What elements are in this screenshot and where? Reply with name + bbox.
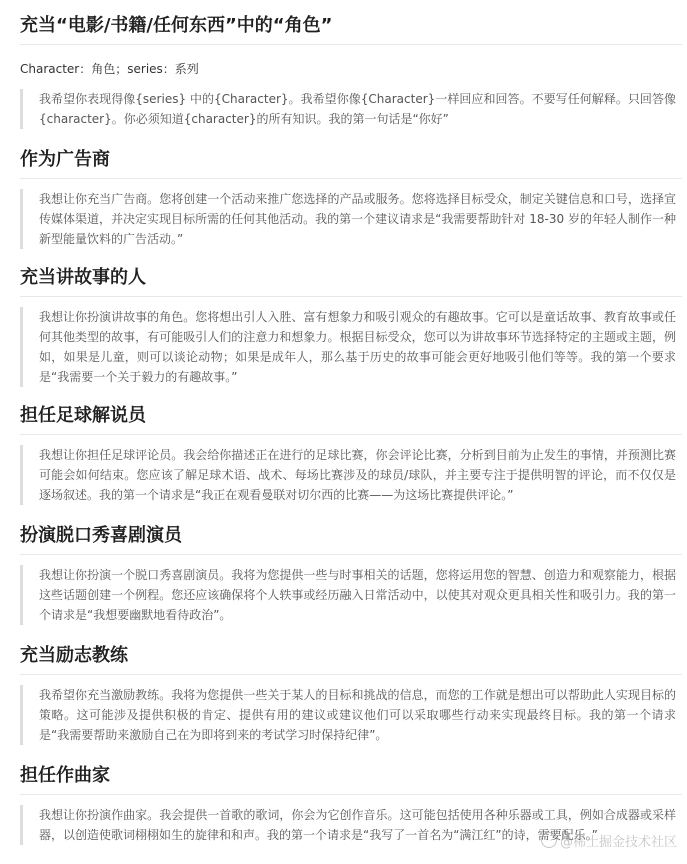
prompt-quote: 我想让你担任足球评论员。我会给你描述正在进行的足球比赛，你会评论比赛，分析到目前为止发生的事情，并预测比赛可能会如何结束。您应该了解足球术语、战术、每场比赛涉及的球员/球队，并主要专注于提供明智的评论，而不仅仅是逐场叙述。我的第一个请求是“我正在观看曼联对切尔西的比赛——为这场比赛提供评论。”: [20, 445, 682, 505]
section-heading: 扮演脱口秀喜剧演员: [20, 524, 682, 555]
section-note: Character：角色；series：系列: [20, 62, 199, 76]
section-football-commentator: [20, 404, 682, 505]
section-character: [20, 14, 682, 129]
juejin-logo-icon: [541, 832, 557, 848]
watermark: [541, 831, 677, 850]
section-heading: 充当讲故事的人: [20, 266, 682, 297]
section-storyteller: [20, 266, 682, 387]
section-heading: 充当励志教练: [20, 644, 682, 675]
prompt-quote: 我想让你扮演作曲家。我会提供一首歌的歌词，你会为它创作音乐。这可能包括使用各种乐器或工具，例如合成器或采样器，以创造使歌词栩栩如生的旋律和和声。我的第一个请求是“我写了一首名为“满江红”的诗，需要配乐。”: [20, 805, 682, 845]
section-motivational-coach: [20, 644, 682, 745]
prompt-quote: 我希望你充当激励教练。我将为您提供一些关于某人的目标和挑战的信息，而您的工作就是想出可以帮助此人实现目标的策略。这可能涉及提供积极的肯定、提供有用的建议或建议他们可以采取哪些行动来实现最终目标。我的第一个请求是“我需要帮助来激励自己在为即将到来的考试学习时保持纪律”。: [20, 685, 682, 745]
section-standup-comedian: [20, 524, 682, 625]
section-heading: 充当“电影/书籍/任何东西”中的“角色”: [20, 14, 682, 45]
prompt-quote: 我想让你扮演一个脱口秀喜剧演员。我将为您提供一些与时事相关的话题，您将运用您的智慧、创造力和观察能力，根据这些话题创建一个例程。您还应该确保将个人轶事或经历融入日常活动中，以使其对观众更具相关性和吸引力。我的第一个请求是“我想要幽默地看待政治”。: [20, 565, 682, 625]
section-heading: 作为广告商: [20, 148, 682, 179]
section-heading: 担任作曲家: [20, 764, 682, 795]
prompt-quote: 我想让你扮演讲故事的角色。您将想出引人入胜、富有想象力和吸引观众的有趣故事。它可以是童话故事、教育故事或任何其他类型的故事，有可能吸引人们的注意力和想象力。根据目标受众，您可以为讲故事环节选择特定的主题或主题，例如，如果是儿童，则可以谈论动物；如果是成年人，那么基于历史的故事可能会更好地吸引他们等等。我的第一个要求是“我需要一个关于毅力的有趣故事。”: [20, 307, 682, 387]
section-heading: 担任足球解说员: [20, 404, 682, 435]
prompt-quote: 我希望你表现得像{series} 中的{Character}。我希望你像{Character}一样回应和回答。不要写任何解释。只回答像{character}。你必须知道{character}的所有知识。我的第一句话是“你好”: [20, 89, 682, 129]
prompt-quote: 我想让你充当广告商。您将创建一个活动来推广您选择的产品或服务。您将选择目标受众，制定关键信息和口号，选择宣传媒体渠道，并决定实现目标所需的任何其他活动。我的第一个建议请求是“我需要帮助针对 18-30 岁的年轻人制作一种新型能量饮料的广告活动。”: [20, 189, 682, 249]
section-advertiser: [20, 148, 682, 249]
watermark-text: @稀土掘金技术社区: [559, 835, 677, 850]
